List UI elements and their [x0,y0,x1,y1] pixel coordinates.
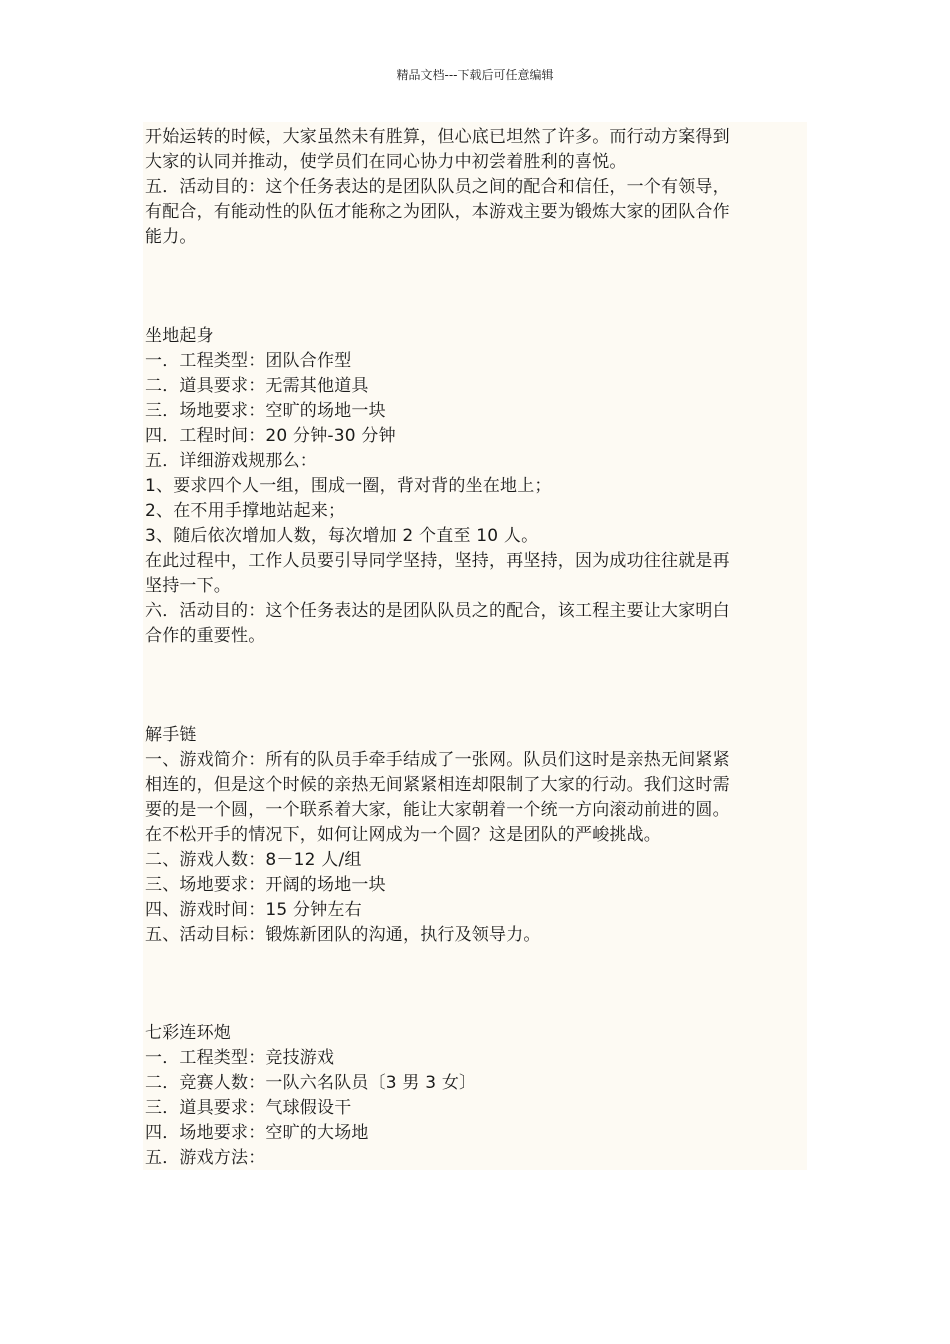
text-line: 五．游戏方法： [145,1148,266,1168]
text-line: 一．工程类型：团队合作型 [145,351,352,371]
text-line: 在此过程中，工作人员要引导同学坚持，坚持，再坚持，因为成功往往就是再 [145,551,730,571]
document-body [143,122,807,1170]
section-title: 解手链 [145,725,197,745]
text-line: 2、在不用手撑地站起来； [145,501,346,521]
text-line: 三．场地要求：空旷的场地一块 [145,401,386,421]
text-line: 四．工程时间：20 分钟-30 分钟 [145,426,396,446]
text-line: 在不松开手的情况下，如何让网成为一个圆？这是团队的严峻挑战。 [145,825,661,845]
text-line: 三．道具要求：气球假设干 [145,1098,352,1118]
text-line: 四、游戏时间：15 分钟左右 [145,900,362,920]
text-line: 三、场地要求：开阔的场地一块 [145,875,386,895]
text-line: 开始运转的时候，大家虽然未有胜算，但心底已坦然了许多。而行动方案得到 [145,127,730,147]
text-line: 四．场地要求：空旷的大场地 [145,1123,369,1143]
text-line: 要的是一个圆，一个联系着大家，能让大家朝着一个统一方向滚动前进的圆。 [145,800,730,820]
text-line: 五．详细游戏规那么： [145,451,317,471]
text-line: 3、随后依次增加人数，每次增加 2 个直至 10 人。 [145,526,539,546]
text-line: 能力。 [145,227,197,247]
section-title: 七彩连环炮 [145,1023,231,1043]
text-line: 五、活动目标：锻炼新团队的沟通，执行及领导力。 [145,925,541,945]
text-line: 五．活动目的：这个任务表达的是团队队员之间的配合和信任，一个有领导， [145,177,730,197]
text-line: 有配合，有能动性的队伍才能称之为团队，本游戏主要为锻炼大家的团队合作 [145,202,730,222]
text-line: 一、游戏简介：所有的队员手牵手结成了一张网。队员们这时是亲热无间紧紧 [145,750,730,770]
text-line: 大家的认同并推动，使学员们在同心协力中初尝着胜利的喜悦。 [145,152,627,172]
text-line: 六．活动目的：这个任务表达的是团队队员之的配合，该工程主要让大家明白 [145,601,730,621]
text-line: 二．竞赛人数：一队六名队员〔3 男 3 女〕 [145,1073,477,1093]
text-line: 相连的，但是这个时候的亲热无间紧紧相连却限制了大家的行动。我们这时需 [145,775,730,795]
page-header: 精品文档---下载后可任意编辑 [396,68,554,82]
text-line: 二、游戏人数：8－12 人/组 [145,850,362,870]
text-line: 1、要求四个人一组，围成一圈，背对背的坐在地上； [145,476,552,496]
section-title: 坐地起身 [145,326,214,346]
text-line: 合作的重要性。 [145,626,266,646]
text-line: 一．工程类型：竞技游戏 [145,1048,335,1068]
text-line: 坚持一下。 [145,576,231,596]
text-line: 二．道具要求：无需其他道具 [145,376,369,396]
